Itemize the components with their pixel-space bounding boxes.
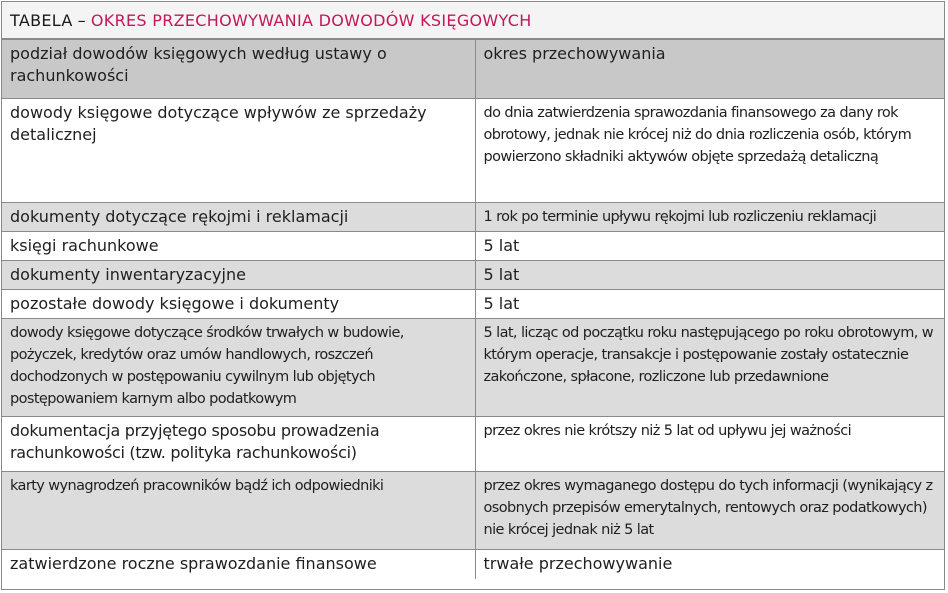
row-category-cell: karty wynagrodzeń pracowników bądź ich odpowiedniki <box>2 472 475 550</box>
row-category-cell: dowody księgowe dotyczące wpływów ze sprzedaży detalicznej <box>2 99 475 203</box>
row-period-cell: 5 lat <box>475 261 944 290</box>
table-row <box>2 261 944 290</box>
table-row <box>2 99 944 203</box>
header-cell-division: podział dowodów księgowych według ustawy o rachunkowości <box>2 40 475 99</box>
row-category-cell: dokumenty inwentaryzacyjne <box>2 261 475 290</box>
row-period-cell: trwałe przechowywanie <box>475 550 944 579</box>
row-category-cell: zatwierdzone roczne sprawozdanie finansowe <box>2 550 475 579</box>
row-period-cell: do dnia zatwierdzenia sprawozdania finansowego za dany rok obrotowy, jednak nie krócej niż do dnia rozliczenia osób, którym powierzono składniki aktywów objęte sprzedażą detaliczną <box>475 99 944 203</box>
row-period-cell: 5 lat, licząc od początku roku następującego po roku obrotowym, w którym operacje, transakcje i postępowanie zostały ostatecznie zakończone, spłacone, rozliczone lub przedawnione <box>475 319 944 417</box>
row-period-cell: przez okres nie krótszy niż 5 lat od upływu jej ważności <box>475 417 944 472</box>
table-title-dash: – <box>77 10 86 30</box>
table-row <box>2 232 944 261</box>
table-row <box>2 319 944 417</box>
retention-table <box>2 39 944 579</box>
table-row <box>2 417 944 472</box>
row-category-cell: dokumentacja przyjętego sposobu prowadzenia rachunkowości (tzw. polityka rachunkowości) <box>2 417 475 472</box>
table-header-row <box>2 40 944 99</box>
table-title <box>2 2 944 39</box>
table-title-prefix: TABELA <box>10 10 73 30</box>
table-row <box>2 472 944 550</box>
row-category-cell: księgi rachunkowe <box>2 232 475 261</box>
table-title-main: OKRES PRZECHOWYWANIA DOWODÓW KSIĘGOWYCH <box>90 10 532 30</box>
table-row <box>2 290 944 319</box>
row-period-cell: 5 lat <box>475 290 944 319</box>
row-category-cell: dokumenty dotyczące rękojmi i reklamacji <box>2 203 475 232</box>
header-cell-period: okres przechowywania <box>475 40 944 99</box>
table-row <box>2 550 944 579</box>
row-period-cell: 1 rok po terminie upływu rękojmi lub rozliczeniu reklamacji <box>475 203 944 232</box>
row-category-cell: dowody księgowe dotyczące środków trwałych w budowie, pożyczek, kredytów oraz umów handlowych, roszczeń dochodzonych w postępowaniu cywilnym lub objętych postępowaniem karnym albo podatkowym <box>2 319 475 417</box>
row-period-cell: przez okres wymaganego dostępu do tych informacji (wynikający z osobnych przepisów emerytalnych, rentowych oraz podatkowych) nie krócej jednak niż 5 lat <box>475 472 944 550</box>
row-period-cell: 5 lat <box>475 232 944 261</box>
retention-table-figure <box>1 1 945 590</box>
row-category-cell: pozostałe dowody księgowe i dokumenty <box>2 290 475 319</box>
table-row <box>2 203 944 232</box>
